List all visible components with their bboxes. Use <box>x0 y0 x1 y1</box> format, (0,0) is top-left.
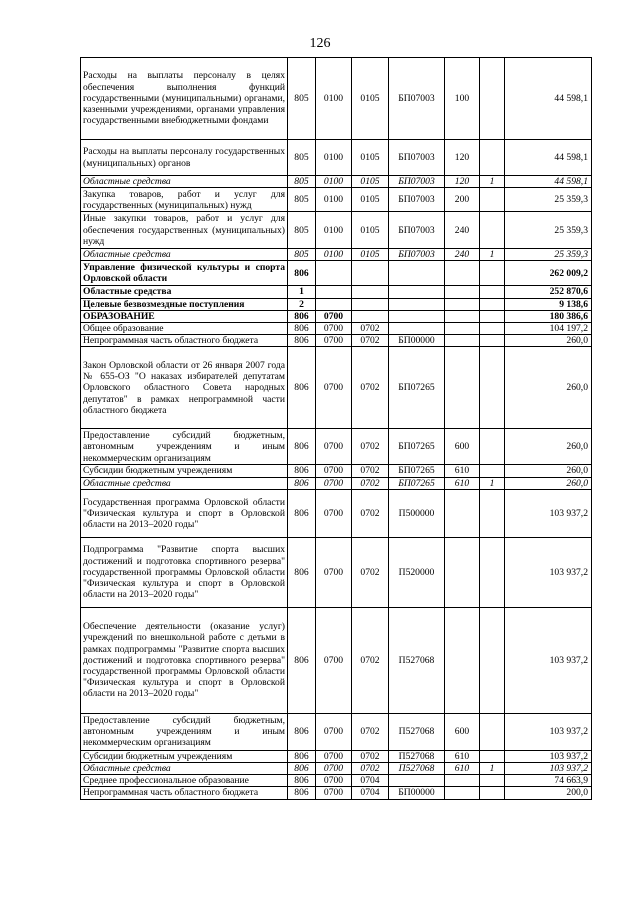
cell-ved: 805 <box>288 212 316 249</box>
cell-ved: 806 <box>288 763 316 775</box>
cell-rz: 0700 <box>316 750 352 762</box>
cell-csr: БП07003 <box>389 188 445 212</box>
cell-csr <box>389 261 445 286</box>
table-row <box>81 763 592 775</box>
cell-amount: 260,0 <box>505 465 592 477</box>
cell-source <box>480 323 505 335</box>
cell-rz <box>316 261 352 286</box>
cell-amount: 103 937,2 <box>505 537 592 607</box>
cell-amount: 44 598,1 <box>505 140 592 176</box>
cell-rz: 0700 <box>316 537 352 607</box>
cell-csr: П527068 <box>389 607 445 713</box>
cell-csr <box>389 298 445 310</box>
row-name: Государственная программа Орловской области "Физическая культура и спорт в Орловской области на 2013–2020 годы" <box>81 489 288 537</box>
cell-source <box>480 310 505 322</box>
cell-rz: 0700 <box>316 335 352 347</box>
table-row <box>81 249 592 261</box>
row-name: Областные средства <box>81 286 288 298</box>
cell-pr: 0702 <box>352 537 389 607</box>
cell-source <box>480 140 505 176</box>
table-row <box>81 477 592 489</box>
cell-rz: 0700 <box>316 775 352 787</box>
cell-vr <box>445 286 480 298</box>
cell-vr <box>445 261 480 286</box>
cell-amount: 252 870,6 <box>505 286 592 298</box>
cell-rz: 0700 <box>316 489 352 537</box>
cell-ved: 806 <box>288 465 316 477</box>
cell-vr: 600 <box>445 713 480 750</box>
cell-pr: 0702 <box>352 763 389 775</box>
cell-source: 1 <box>480 249 505 261</box>
cell-vr: 100 <box>445 58 480 140</box>
cell-amount: 103 937,2 <box>505 750 592 762</box>
cell-rz: 0700 <box>316 477 352 489</box>
table-row <box>81 335 592 347</box>
cell-pr: 0105 <box>352 212 389 249</box>
cell-amount: 200,0 <box>505 787 592 799</box>
cell-csr: БП07003 <box>389 212 445 249</box>
cell-ved: 805 <box>288 249 316 261</box>
table-row <box>81 188 592 212</box>
cell-ved: 806 <box>288 335 316 347</box>
row-name: Областные средства <box>81 176 288 188</box>
table-row <box>81 537 592 607</box>
row-name: Областные средства <box>81 249 288 261</box>
cell-source <box>480 537 505 607</box>
cell-amount: 262 009,2 <box>505 261 592 286</box>
cell-amount: 260,0 <box>505 335 592 347</box>
cell-source <box>480 775 505 787</box>
cell-amount: 25 359,3 <box>505 188 592 212</box>
cell-csr <box>389 775 445 787</box>
cell-vr <box>445 323 480 335</box>
row-name: Закон Орловской области от 26 января 2007 года № 655-ОЗ "О наказах избирателей депутатам Орловского областного Совета народных депутатов" в рамках непрограммной части областного бюджета <box>81 347 288 429</box>
cell-vr <box>445 310 480 322</box>
cell-pr: 0105 <box>352 188 389 212</box>
cell-ved: 806 <box>288 347 316 429</box>
table-row <box>81 429 592 465</box>
table-row <box>81 607 592 713</box>
cell-rz: 0700 <box>316 465 352 477</box>
row-name: Закупка товаров, работ и услуг для государственных (муниципальных) нужд <box>81 188 288 212</box>
cell-source <box>480 465 505 477</box>
cell-ved: 805 <box>288 188 316 212</box>
table-row <box>81 298 592 310</box>
cell-csr: БП00000 <box>389 335 445 347</box>
cell-vr: 610 <box>445 465 480 477</box>
cell-csr: П520000 <box>389 537 445 607</box>
page-number: 126 <box>309 36 331 51</box>
cell-rz: 0100 <box>316 176 352 188</box>
cell-ved: 806 <box>288 537 316 607</box>
cell-pr: 0704 <box>352 775 389 787</box>
table-row <box>81 261 592 286</box>
cell-pr: 0702 <box>352 323 389 335</box>
table-row <box>81 713 592 750</box>
cell-pr <box>352 261 389 286</box>
table-row <box>81 775 592 787</box>
cell-ved: 806 <box>288 261 316 286</box>
table-row <box>81 176 592 188</box>
cell-vr <box>445 347 480 429</box>
row-name: Обеспечение деятельности (оказание услуг) учреждений по внешкольной работе с детьми в рамках подпрограммы "Развитие спорта высших достижений и подготовка спортивного резерва" государственной программы Орловской области "Физическая культура и спорт в Орловской области на 2013–2020 годы" <box>81 607 288 713</box>
cell-vr <box>445 489 480 537</box>
cell-csr: БП07265 <box>389 347 445 429</box>
cell-source <box>480 489 505 537</box>
cell-rz: 0700 <box>316 787 352 799</box>
cell-source <box>480 261 505 286</box>
cell-csr: БП07003 <box>389 140 445 176</box>
table-row <box>81 750 592 762</box>
cell-ved: 805 <box>288 58 316 140</box>
cell-vr: 240 <box>445 249 480 261</box>
cell-ved: 806 <box>288 787 316 799</box>
cell-amount: 44 598,1 <box>505 58 592 140</box>
table-row <box>81 58 592 140</box>
table-body <box>81 58 592 800</box>
cell-source <box>480 212 505 249</box>
cell-csr: БП07265 <box>389 429 445 465</box>
cell-amount: 103 937,2 <box>505 713 592 750</box>
cell-amount: 103 937,2 <box>505 607 592 713</box>
row-name: Среднее профессиональное образование <box>81 775 288 787</box>
cell-ved: 805 <box>288 140 316 176</box>
cell-pr: 0704 <box>352 787 389 799</box>
cell-ved: 806 <box>288 713 316 750</box>
cell-ved: 806 <box>288 607 316 713</box>
cell-csr: БП07003 <box>389 176 445 188</box>
cell-vr <box>445 298 480 310</box>
row-name: Общее образование <box>81 323 288 335</box>
cell-csr <box>389 310 445 322</box>
table-row <box>81 140 592 176</box>
row-name: Областные средства <box>81 763 288 775</box>
cell-rz: 0700 <box>316 310 352 322</box>
cell-ved: 806 <box>288 489 316 537</box>
table-row <box>81 212 592 249</box>
cell-csr: БП07265 <box>389 477 445 489</box>
cell-pr: 0105 <box>352 140 389 176</box>
cell-vr: 200 <box>445 188 480 212</box>
cell-ved: 806 <box>288 477 316 489</box>
cell-amount: 103 937,2 <box>505 489 592 537</box>
cell-csr: П527068 <box>389 763 445 775</box>
row-name: Областные средства <box>81 477 288 489</box>
cell-vr <box>445 537 480 607</box>
cell-amount: 25 359,3 <box>505 249 592 261</box>
cell-rz: 0100 <box>316 58 352 140</box>
cell-rz: 0700 <box>316 347 352 429</box>
cell-pr: 0702 <box>352 713 389 750</box>
cell-csr: П527068 <box>389 713 445 750</box>
cell-pr <box>352 298 389 310</box>
cell-pr: 0702 <box>352 429 389 465</box>
cell-pr: 0105 <box>352 58 389 140</box>
cell-vr: 610 <box>445 750 480 762</box>
cell-amount: 104 197,2 <box>505 323 592 335</box>
cell-rz: 0100 <box>316 188 352 212</box>
cell-source: 1 <box>480 477 505 489</box>
cell-vr: 120 <box>445 176 480 188</box>
row-name: Целевые безвозмездные поступления <box>81 298 288 310</box>
table-row <box>81 310 592 322</box>
cell-rz: 0700 <box>316 429 352 465</box>
cell-source <box>480 58 505 140</box>
cell-source <box>480 335 505 347</box>
cell-pr: 0702 <box>352 489 389 537</box>
cell-amount: 260,0 <box>505 429 592 465</box>
cell-amount: 260,0 <box>505 347 592 429</box>
table-row <box>81 787 592 799</box>
cell-source <box>480 787 505 799</box>
cell-source: 1 <box>480 176 505 188</box>
cell-amount: 74 663,9 <box>505 775 592 787</box>
table-row <box>81 489 592 537</box>
cell-pr: 0702 <box>352 465 389 477</box>
cell-source <box>480 607 505 713</box>
cell-source: 1 <box>480 763 505 775</box>
cell-source <box>480 347 505 429</box>
cell-rz: 0100 <box>316 249 352 261</box>
table-row <box>81 323 592 335</box>
cell-csr: БП07003 <box>389 249 445 261</box>
cell-amount: 25 359,3 <box>505 212 592 249</box>
row-name: Расходы на выплаты персоналу в целях обеспечения выполнения функций государственными (муниципальными) органами, казенными учреждениями, органами управления государственными внебюджетными фондами <box>81 58 288 140</box>
table-row <box>81 347 592 429</box>
cell-pr: 0702 <box>352 750 389 762</box>
cell-pr: 0702 <box>352 607 389 713</box>
cell-csr <box>389 323 445 335</box>
cell-rz: 0700 <box>316 323 352 335</box>
row-name: Расходы на выплаты персоналу государственных (муниципальных) органов <box>81 140 288 176</box>
table-row <box>81 465 592 477</box>
cell-ved: 806 <box>288 750 316 762</box>
cell-ved: 2 <box>288 298 316 310</box>
row-name: Иные закупки товаров, работ и услуг для обеспечения государственных (муниципальных) нужд <box>81 212 288 249</box>
row-name: Предоставление субсидий бюджетным, автономным учреждениям и иным некоммерческим организациям <box>81 713 288 750</box>
cell-vr <box>445 775 480 787</box>
cell-vr: 240 <box>445 212 480 249</box>
table-row <box>81 286 592 298</box>
cell-amount: 260,0 <box>505 477 592 489</box>
cell-rz: 0100 <box>316 140 352 176</box>
cell-source <box>480 298 505 310</box>
cell-source <box>480 188 505 212</box>
cell-pr: 0702 <box>352 335 389 347</box>
cell-rz <box>316 298 352 310</box>
cell-ved: 1 <box>288 286 316 298</box>
cell-source <box>480 286 505 298</box>
cell-csr: БП00000 <box>389 787 445 799</box>
cell-pr <box>352 286 389 298</box>
cell-amount: 180 386,6 <box>505 310 592 322</box>
cell-source <box>480 750 505 762</box>
cell-vr <box>445 335 480 347</box>
budget-table <box>80 57 592 800</box>
cell-source <box>480 713 505 750</box>
row-name: ОБРАЗОВАНИЕ <box>81 310 288 322</box>
cell-rz: 0700 <box>316 713 352 750</box>
cell-csr <box>389 286 445 298</box>
cell-amount: 44 598,1 <box>505 176 592 188</box>
cell-vr: 610 <box>445 763 480 775</box>
row-name: Непрограммная часть областного бюджета <box>81 787 288 799</box>
cell-ved: 806 <box>288 323 316 335</box>
cell-vr <box>445 787 480 799</box>
cell-pr <box>352 310 389 322</box>
cell-rz <box>316 286 352 298</box>
cell-vr: 120 <box>445 140 480 176</box>
row-name: Субсидии бюджетным учреждениям <box>81 465 288 477</box>
cell-ved: 805 <box>288 176 316 188</box>
cell-csr: БП07003 <box>389 58 445 140</box>
cell-pr: 0702 <box>352 347 389 429</box>
cell-ved: 806 <box>288 429 316 465</box>
cell-csr: БП07265 <box>389 465 445 477</box>
cell-csr: П527068 <box>389 750 445 762</box>
cell-ved: 806 <box>288 775 316 787</box>
cell-vr: 600 <box>445 429 480 465</box>
row-name: Субсидии бюджетным учреждениям <box>81 750 288 762</box>
cell-vr: 610 <box>445 477 480 489</box>
cell-vr <box>445 607 480 713</box>
cell-amount: 9 138,6 <box>505 298 592 310</box>
row-name: Управление физической культуры и спорта Орловской области <box>81 261 288 286</box>
cell-pr: 0105 <box>352 176 389 188</box>
row-name: Подпрограмма "Развитие спорта высших достижений и подготовка спортивного резерва" государственной программы Орловской области "Физическая культура и спорт в Орловской области на 2013–2020 годы" <box>81 537 288 607</box>
cell-pr: 0702 <box>352 477 389 489</box>
cell-ved: 806 <box>288 310 316 322</box>
cell-csr: П500000 <box>389 489 445 537</box>
cell-rz: 0700 <box>316 607 352 713</box>
cell-rz: 0100 <box>316 212 352 249</box>
cell-source <box>480 429 505 465</box>
cell-rz: 0700 <box>316 763 352 775</box>
row-name: Предоставление субсидий бюджетным, автономным учреждениям и иным некоммерческим организациям <box>81 429 288 465</box>
cell-amount: 103 937,2 <box>505 763 592 775</box>
cell-pr: 0105 <box>352 249 389 261</box>
row-name: Непрограммная часть областного бюджета <box>81 335 288 347</box>
